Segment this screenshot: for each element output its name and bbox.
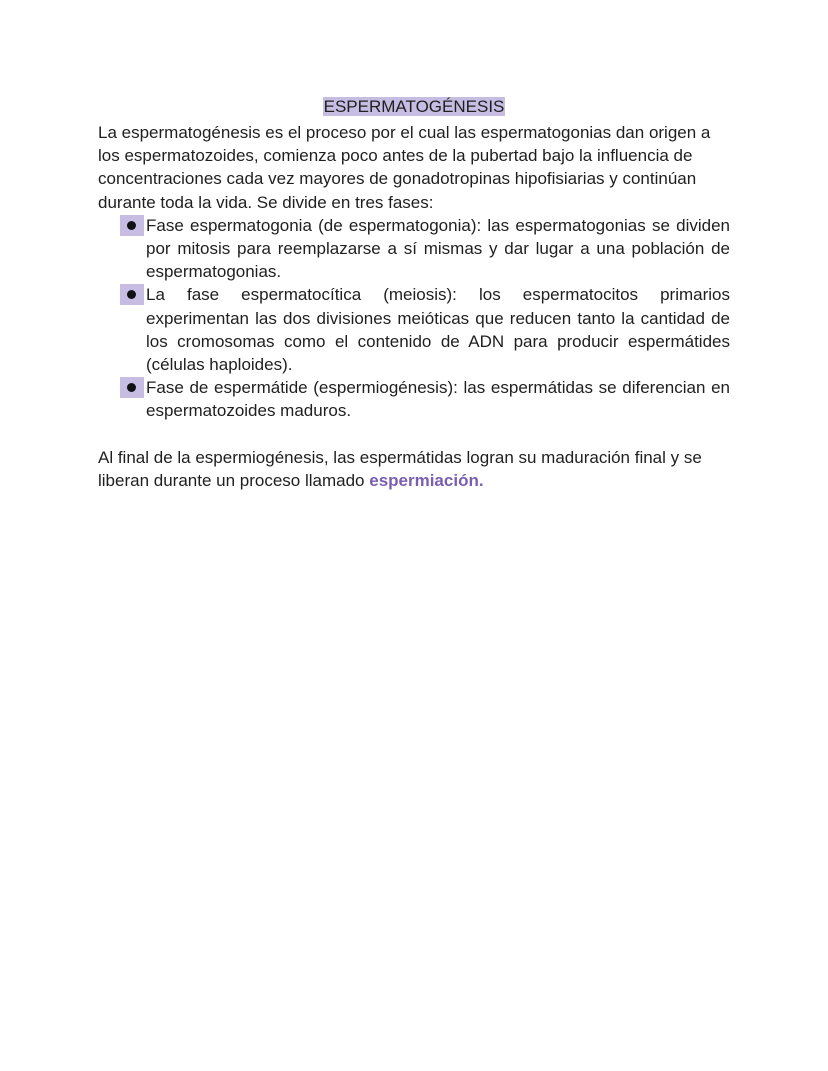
list-item <box>98 283 730 376</box>
phase-list <box>98 214 730 423</box>
closing-paragraph <box>98 446 730 492</box>
title-row <box>98 95 730 119</box>
phase-text: Fase de espermátide (espermiogénesis): las espermátidas se diferencian en espermatozoides maduros. <box>146 378 730 421</box>
phase-text: La fase espermatocítica (meiosis): los espermatocitos primarios experimentan las dos divisiones meióticas que reducen tanto la cantidad de los cromosomas como el contenido de ADN para producir espermátides (células haploides). <box>146 285 730 375</box>
closing-text: Al final de la espermiogénesis, las espermátidas logran su maduración final y se liberan durante un proceso llamado <box>98 447 702 490</box>
list-item <box>98 214 730 284</box>
bullet-icon <box>120 215 144 236</box>
intro-paragraph: La espermatogénesis es el proceso por el cual las espermatogonias dan origen a los espermatozoides, comienza poco antes de la pubertad bajo la influencia de concentraciones cada vez mayores de gonadotropinas hipofisiarias y continúan durante toda la vida. Se divide en tres fases: <box>98 123 711 212</box>
bullet-icon <box>120 377 144 398</box>
list-item <box>98 376 730 422</box>
bullet-icon <box>120 284 144 305</box>
paragraph-spacer <box>98 423 730 446</box>
document-page <box>98 95 730 492</box>
key-term: espermiación. <box>369 470 484 490</box>
page-title: ESPERMATOGÉNESIS <box>323 97 505 116</box>
phase-text: Fase espermatogonia (de espermatogonia): las espermatogonias se dividen por mitosis para reemplazarse a sí mismas y dar lugar a una población de espermatogonias. <box>146 215 730 282</box>
